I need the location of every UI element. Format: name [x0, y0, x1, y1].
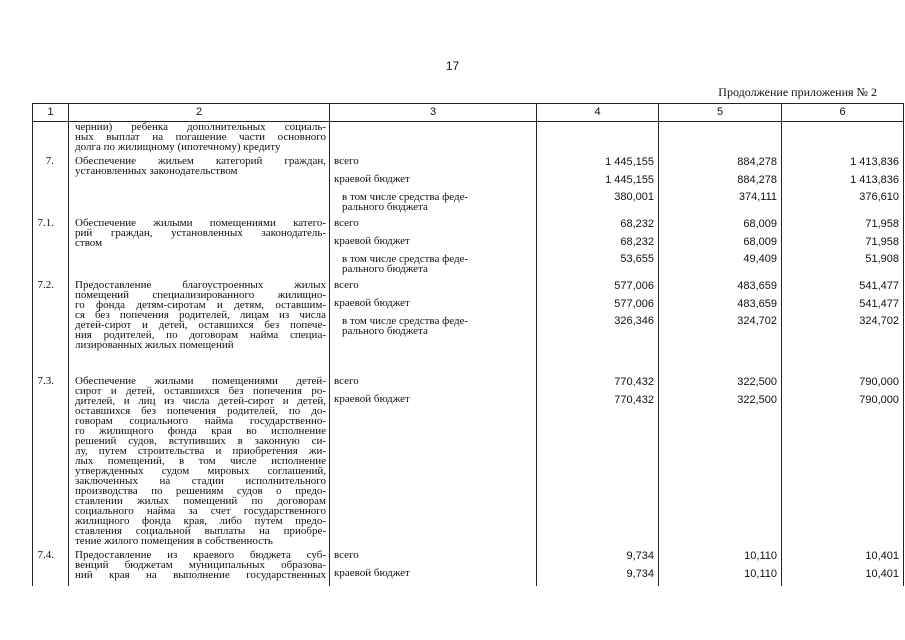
value-cell: 71,958 — [865, 218, 899, 230]
desc-line: детей-сирот и детей, оставшихся без попече- — [75, 319, 326, 331]
col6-values — [782, 280, 904, 376]
col-header-2: 2 — [69, 104, 330, 122]
continuation-note: Продолжение приложения № 2 — [718, 85, 877, 99]
desc-line: производства по решениям судов о предо- — [75, 485, 326, 497]
row-number: 7.4. — [33, 550, 69, 586]
table-row — [33, 550, 904, 586]
value-cell: 380,001 — [614, 191, 654, 203]
source-label: краевой бюджет — [334, 393, 410, 405]
source-label-federal: в том числе средства феде- рального бюджета — [342, 315, 469, 337]
value-cell: 770,432 — [614, 394, 654, 406]
desc-line: лу, путем строительства и приобретения жи- — [75, 445, 326, 457]
desc-line: рий граждан, установленных законодатель- — [75, 227, 326, 239]
value-cell: 577,006 — [614, 280, 654, 292]
col5-values — [659, 550, 782, 586]
intro-description — [69, 122, 330, 157]
row-number: 7.1. — [33, 218, 69, 280]
value-cell: 49,409 — [743, 253, 777, 265]
row-number: 7. — [33, 156, 69, 218]
value-cell: 68,009 — [743, 218, 777, 230]
col5-values — [659, 156, 782, 218]
value-cell: 326,346 — [614, 315, 654, 327]
table-row — [33, 376, 904, 550]
value-cell: 374,111 — [738, 191, 777, 203]
value-cell: 483,659 — [737, 298, 777, 310]
col-header-4: 4 — [537, 104, 659, 122]
desc-line: лизированных жилых помещений — [75, 339, 234, 351]
row-sources — [330, 280, 537, 376]
value-cell: 884,278 — [737, 174, 777, 186]
source-label: всего — [334, 375, 359, 387]
value-cell: 53,655 — [620, 253, 654, 265]
desc-line: решений судов, вступивших в законную си- — [75, 435, 326, 447]
value-cell: 322,500 — [737, 394, 777, 406]
value-cell: 322,500 — [737, 376, 777, 388]
value-cell: 1 445,155 — [605, 174, 654, 186]
source-label-federal: в том числе средства феде- рального бюджета — [342, 191, 469, 213]
desc-line: оставшихся без попечения родителей, по до- — [75, 405, 326, 417]
budget-table — [32, 103, 904, 586]
desc-line: чернии) ребенка дополнительных социаль- — [75, 121, 326, 133]
source-label: краевой бюджет — [334, 173, 410, 185]
col5-values — [659, 376, 782, 550]
desc-line: Предоставление благоустроенных жилых — [75, 279, 326, 291]
col-header-5: 5 — [659, 104, 782, 122]
value-cell: 376,610 — [859, 191, 899, 203]
desc-line: го фонда детям-сиротам и детям, оставшим- — [75, 299, 326, 311]
value-cell: 10,110 — [744, 568, 777, 580]
desc-line: утвержденных судом мировых соглашений, — [75, 465, 326, 477]
source-label: краевой бюджет — [334, 235, 410, 247]
desc-line: установленных законодательством — [75, 165, 238, 177]
row-description — [69, 376, 330, 550]
value-cell: 10,110 — [744, 550, 777, 562]
desc-line: ством — [75, 237, 103, 249]
source-label: краевой бюджет — [334, 567, 410, 579]
row-sources — [330, 156, 537, 218]
value-cell: 68,232 — [620, 218, 654, 230]
desc-line: ся без попечения родителей, лицам из числа — [75, 309, 326, 321]
value-cell: 9,734 — [626, 568, 654, 580]
table-row — [33, 218, 904, 280]
source-label: всего — [334, 217, 359, 229]
desc-line: Обеспечение жилыми помещениями детей- — [75, 375, 326, 387]
col4-values — [537, 280, 659, 376]
source-label: всего — [334, 155, 359, 167]
value-cell: 1 445,155 — [605, 156, 654, 168]
desc-line: ставлении жилых помещений по договорам — [75, 495, 326, 507]
intro-row — [33, 122, 904, 157]
value-cell: 483,659 — [737, 280, 777, 292]
source-label: всего — [334, 279, 359, 291]
value-cell: 9,734 — [626, 550, 654, 562]
row-sources — [330, 376, 537, 550]
col6-values — [782, 550, 904, 586]
source-label-federal: в том числе средства феде- рального бюджета — [342, 253, 469, 275]
row-description — [69, 550, 330, 586]
value-cell: 541,477 — [859, 298, 899, 310]
row-description — [69, 156, 330, 218]
desc-line: ний края на выполнение государственных — [75, 569, 326, 581]
row-sources — [330, 218, 537, 280]
value-cell: 10,401 — [865, 550, 899, 562]
desc-line: долга по жилищному (ипотечному) кредиту — [75, 141, 281, 153]
desc-line: дителей, и лиц из числа детей-сирот и детей, — [75, 395, 326, 407]
col4-values — [537, 156, 659, 218]
col-header-6: 6 — [782, 104, 904, 122]
desc-line: ния родителей, по договорам найма специа- — [75, 329, 326, 341]
value-cell: 68,009 — [743, 236, 777, 248]
value-cell: 71,958 — [865, 236, 899, 248]
col4-values — [537, 376, 659, 550]
value-cell: 790,000 — [859, 394, 899, 406]
row-number: 7.2. — [33, 280, 69, 376]
col6-values — [782, 218, 904, 280]
col4-values — [537, 218, 659, 280]
value-cell: 541,477 — [859, 280, 899, 292]
desc-line: ных выплат на погашение части основного — [75, 131, 326, 143]
desc-line: Обеспечение жилыми помещениями катего- — [75, 217, 326, 229]
desc-line: лых помещений, в том числе исполнение — [75, 455, 326, 467]
desc-line: жилищного фонда края, либо путем предо- — [75, 515, 326, 527]
col-header-3: 3 — [330, 104, 537, 122]
value-cell: 1 413,836 — [850, 174, 899, 186]
source-label: краевой бюджет — [334, 297, 410, 309]
col4-values — [537, 550, 659, 586]
value-cell: 1 413,836 — [850, 156, 899, 168]
row-number: 7.3. — [33, 376, 69, 550]
row-description — [69, 218, 330, 280]
header-row — [33, 104, 904, 122]
value-cell: 884,278 — [737, 156, 777, 168]
value-cell: 790,000 — [859, 376, 899, 388]
value-cell: 770,432 — [614, 376, 654, 388]
value-cell: 51,908 — [865, 253, 899, 265]
row-sources — [330, 550, 537, 586]
table-row — [33, 280, 904, 376]
desc-line: Предоставление из краевого бюджета суб- — [75, 549, 326, 561]
col-header-1: 1 — [33, 104, 69, 122]
desc-line: помещений специализированного жилищно- — [75, 289, 326, 301]
desc-line: ставления социальной выплаты на приобре- — [75, 525, 326, 537]
value-cell: 10,401 — [865, 568, 899, 580]
col5-values — [659, 218, 782, 280]
col6-values — [782, 376, 904, 550]
desc-line: заключенных на стадии исполнительного — [75, 475, 326, 487]
desc-line: го жилищного фонда края во исполнение — [75, 425, 326, 437]
desc-line: говорам социального найма государственно- — [75, 415, 326, 427]
value-cell: 68,232 — [620, 236, 654, 248]
desc-line: Обеспечение жильем категорий граждан, — [75, 155, 326, 167]
source-label: всего — [334, 549, 359, 561]
desc-line: венций бюджетам муниципальных образова- — [75, 559, 326, 571]
desc-line: социального найма за счет государственного — [75, 505, 326, 517]
row-description — [69, 280, 330, 376]
page-number: 17 — [445, 59, 460, 73]
col6-values — [782, 156, 904, 218]
value-cell: 324,702 — [737, 315, 777, 327]
col5-values — [659, 280, 782, 376]
table-row — [33, 156, 904, 218]
desc-line: сирот и детей, оставшихся без попечения ро- — [75, 385, 326, 397]
value-cell: 577,006 — [614, 298, 654, 310]
value-cell: 324,702 — [859, 315, 899, 327]
desc-line: тение жилого помещения в собственность — [75, 535, 273, 547]
